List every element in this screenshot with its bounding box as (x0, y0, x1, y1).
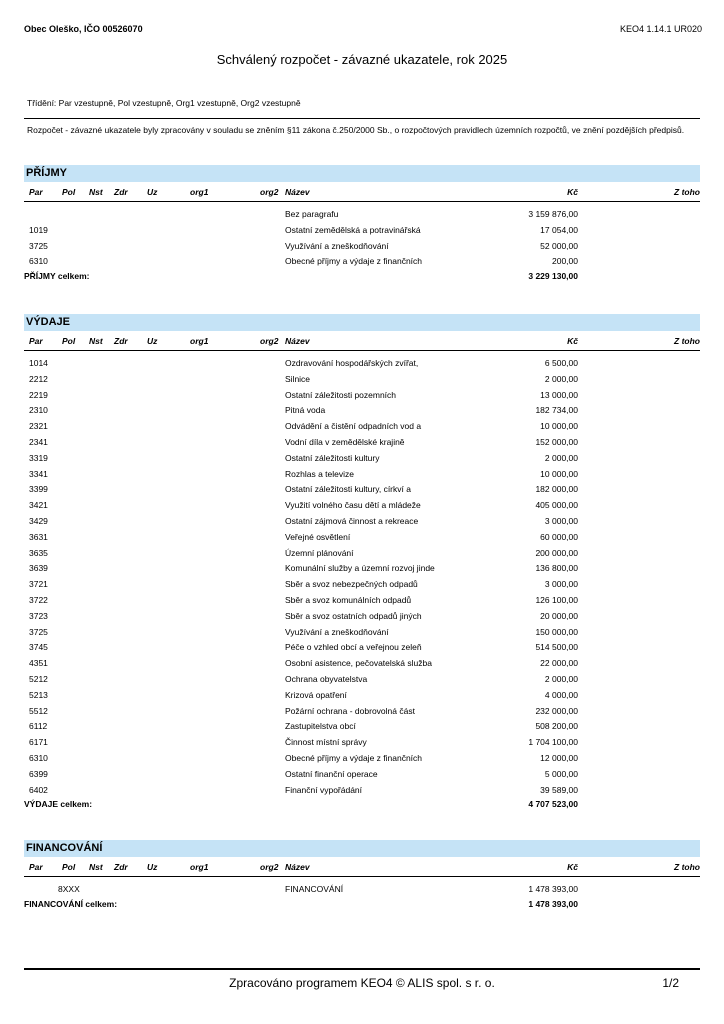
column-header-nazev: Název (285, 862, 310, 872)
sorting-info: Třídění: Par vzestupně, Pol vzestupně, Org1 vzestupně, Org2 vzestupně (27, 98, 301, 108)
column-header-org1: org1 (190, 336, 209, 346)
column-header-uz: Uz (147, 187, 158, 197)
row-amount: 5 000,00 (544, 768, 578, 779)
section-total-value: 1 478 393,00 (528, 898, 578, 909)
row-amount: 10 000,00 (540, 421, 578, 432)
row-par: 5212 (29, 674, 48, 684)
column-header-ztoho: Z toho (674, 336, 700, 346)
section-band (24, 840, 700, 857)
row-name: Bez paragrafu (285, 209, 339, 219)
column-header-org2: org2 (260, 862, 279, 872)
footer-divider (24, 968, 700, 970)
row-name: Využívání a zneškodňování (285, 626, 389, 637)
row-amount: 39 589,00 (540, 784, 578, 795)
row-name: Územní plánování (285, 547, 354, 558)
row-par: 6310 (29, 753, 48, 763)
row-amount: 2 000,00 (544, 373, 578, 384)
row-par: 2341 (29, 437, 48, 447)
row-par: 6399 (29, 768, 48, 779)
row-amount: 3 000,00 (544, 516, 578, 526)
row-amount: 150 000,00 (535, 626, 578, 637)
row-amount: 200 000,00 (535, 547, 578, 558)
footer-text: Zpracováno programem KEO4 © ALIS spol. s r. o. (229, 976, 495, 990)
row-par: 4351 (29, 658, 48, 669)
row-par: 3421 (29, 500, 48, 511)
row-name: Ostatní záležitosti kultury, církví a (285, 484, 411, 495)
row-amount: 22 000,00 (540, 658, 578, 669)
row-name: Ochrana obyvatelstva (285, 674, 368, 684)
row-name: Ozdravování hospodářských zvířat, (285, 358, 419, 368)
column-header-org2: org2 (260, 336, 279, 346)
column-header-kc: Kč (567, 336, 578, 346)
row-amount: 13 000,00 (540, 389, 578, 400)
page-number: 1/2 (662, 976, 679, 990)
column-header-org1: org1 (190, 187, 209, 197)
row-par: 6112 (29, 721, 48, 732)
program-code: KEO4 1.14.1 UR020 (619, 24, 702, 34)
column-header-pol: Pol (62, 336, 76, 346)
row-amount: 182 734,00 (535, 405, 578, 416)
divider (24, 118, 700, 119)
section-title: PŘÍJMY (26, 167, 67, 179)
row-name: Sběr a svoz nebezpečných odpadů (285, 579, 418, 590)
section-band (24, 314, 700, 331)
row-name: FINANCOVÁNÍ (285, 884, 344, 894)
row-amount: 3 159 876,00 (528, 209, 578, 219)
row-name: Komunální služby a územní rozvoj jinde (285, 563, 435, 574)
column-header-nazev: Název (285, 336, 310, 346)
column-header-par: Par (29, 862, 43, 872)
row-par: 1019 (29, 224, 48, 235)
column-header-zdr: Zdr (114, 336, 128, 346)
row-par: 2212 (29, 373, 48, 384)
row-par: 2219 (29, 389, 48, 400)
section-total-label: FINANCOVÁNÍ celkem: (24, 898, 118, 909)
row-amount: 2 000,00 (544, 452, 578, 463)
row-par: 3721 (29, 579, 48, 590)
row-par: 3319 (29, 452, 48, 463)
row-name: Silnice (285, 373, 311, 384)
row-amount: 508 200,00 (535, 721, 578, 732)
header-divider (24, 201, 700, 202)
header-divider (24, 876, 700, 877)
row-par: 5213 (29, 689, 48, 700)
row-amount: 182 000,00 (535, 484, 578, 495)
row-par: 3631 (29, 531, 48, 542)
row-amount: 4 000,00 (544, 689, 578, 700)
row-amount: 405 000,00 (535, 500, 578, 511)
row-name: Ostatní záležitosti kultury (285, 452, 380, 463)
column-header-org1: org1 (190, 862, 209, 872)
row-name: Požární ochrana - dobrovolná část (285, 705, 415, 716)
column-header-kc: Kč (567, 862, 578, 872)
row-par: 1014 (29, 358, 48, 368)
row-par: 3745 (29, 642, 48, 653)
row-amount: 3 000,00 (544, 579, 578, 590)
row-amount: 60 000,00 (540, 531, 578, 542)
row-name: Činnost místní správy (285, 737, 367, 748)
row-name: Pitná voda (285, 405, 326, 416)
row-par: 3639 (29, 563, 48, 574)
row-name: Finanční vypořádání (285, 784, 363, 795)
row-name: Sběr a svoz ostatních odpadů jiných (285, 610, 422, 621)
column-header-nst: Nst (89, 187, 103, 197)
row-par: 3723 (29, 610, 48, 621)
row-par: 3399 (29, 484, 48, 495)
row-amount: 52 000,00 (540, 240, 578, 251)
row-name: Veřejné osvětlení (285, 531, 351, 542)
row-amount: 232 000,00 (535, 705, 578, 716)
row-par: 3429 (29, 516, 48, 526)
row-amount: 136 800,00 (535, 563, 578, 574)
row-par: 2321 (29, 421, 48, 432)
row-amount: 6 500,00 (544, 358, 578, 368)
row-pol: 8XXX (58, 884, 80, 894)
row-name: Ostatní zájmová činnost a rekreace (285, 516, 419, 526)
row-par: 5512 (29, 705, 48, 716)
row-amount: 17 054,00 (540, 224, 578, 235)
row-par: 2310 (29, 405, 48, 416)
row-par: 3725 (29, 626, 48, 637)
row-name: Ostatní finanční operace (285, 768, 378, 779)
row-name: Ostatní záležitosti pozemních (285, 389, 397, 400)
column-header-kc: Kč (567, 187, 578, 197)
section-band (24, 165, 700, 182)
row-par: 3341 (29, 468, 48, 479)
row-amount: 12 000,00 (540, 753, 578, 763)
row-amount: 126 100,00 (535, 595, 578, 605)
row-par: 3725 (29, 240, 48, 251)
column-header-uz: Uz (147, 862, 158, 872)
row-amount: 10 000,00 (540, 468, 578, 479)
column-header-org2: org2 (260, 187, 279, 197)
row-par: 6171 (29, 737, 48, 748)
section-title: FINANCOVÁNÍ (26, 842, 103, 854)
row-name: Obecné příjmy a výdaje z finančních (285, 753, 423, 763)
row-name: Obecné příjmy a výdaje z finančních (285, 256, 423, 267)
row-name: Krizová opatření (285, 689, 347, 700)
row-par: 6402 (29, 784, 48, 795)
row-par: 3722 (29, 595, 48, 605)
section-total-label: VÝDAJE celkem: (24, 799, 93, 810)
row-par: 3635 (29, 547, 48, 558)
column-header-nazev: Název (285, 187, 310, 197)
column-header-nst: Nst (89, 862, 103, 872)
row-name: Zastupitelstva obcí (285, 721, 356, 732)
column-header-uz: Uz (147, 336, 158, 346)
column-header-pol: Pol (62, 187, 76, 197)
row-amount: 2 000,00 (544, 674, 578, 684)
row-amount: 20 000,00 (540, 610, 578, 621)
row-name: Odvádění a čistění odpadních vod a (285, 421, 422, 432)
row-name: Sběr a svoz komunálních odpadů (285, 595, 412, 605)
row-name: Využívání a zneškodňování (285, 240, 389, 251)
section-total-label: PŘÍJMY celkem: (24, 271, 90, 282)
row-name: Péče o vzhled obcí a veřejnou zeleň (285, 642, 422, 653)
row-amount: 200,00 (552, 256, 578, 267)
row-name: Vodní díla v zemědělské krajině (285, 437, 405, 447)
row-par: 6310 (29, 256, 48, 267)
row-name: Osobní asistence, pečovatelská služba (285, 658, 432, 669)
row-amount: 1 704 100,00 (528, 737, 578, 748)
section-total-value: 3 229 130,00 (528, 271, 578, 282)
row-name: Ostatní zemědělská a potravinářská (285, 224, 421, 235)
column-header-par: Par (29, 187, 43, 197)
document-title: Schválený rozpočet - závazné ukazatele, rok 2025 (216, 52, 508, 67)
row-amount: 152 000,00 (535, 437, 578, 447)
column-header-nst: Nst (89, 336, 103, 346)
column-header-zdr: Zdr (114, 187, 128, 197)
column-header-par: Par (29, 336, 43, 346)
row-amount: 514 500,00 (535, 642, 578, 653)
section-total-value: 4 707 523,00 (528, 799, 578, 810)
column-header-pol: Pol (62, 862, 76, 872)
column-header-zdr: Zdr (114, 862, 128, 872)
row-amount: 1 478 393,00 (528, 884, 578, 894)
header-divider (24, 350, 700, 351)
row-name: Využití volného času dětí a mládeže (285, 500, 421, 511)
legal-note: Rozpočet - závazné ukazatele byly zpracovány v souladu se zněním §11 zákona č.250/2000 Sb., o rozpočtových pravidlech územních rozpočtů, ve znění pozdějších předpisů. (27, 125, 685, 135)
section-title: VÝDAJE (26, 316, 71, 328)
column-header-ztoho: Z toho (674, 187, 700, 197)
row-name: Rozhlas a televize (285, 468, 354, 479)
column-header-ztoho: Z toho (674, 862, 700, 872)
organization-name: Obec Oleško, IČO 00526070 (24, 24, 143, 34)
